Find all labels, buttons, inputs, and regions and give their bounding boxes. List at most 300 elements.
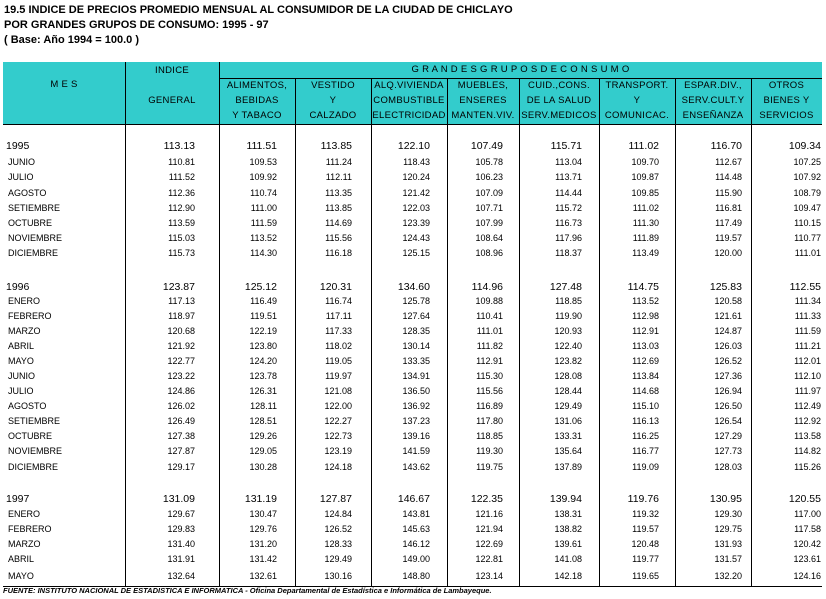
value-cell: 106.23 (475, 172, 503, 182)
value-cell: 125.78 (402, 296, 430, 306)
header-grupos: G R A N D E S G R U P O S D E C O N S U M O (411, 64, 630, 75)
value-cell: 107.99 (475, 218, 503, 228)
value-cell: 127.29 (714, 431, 742, 441)
value-cell: 118.85 (555, 296, 582, 306)
value-cell: 126.52 (324, 524, 352, 534)
value-cell: 116.81 (715, 203, 742, 213)
value-cell: 127.48 (549, 281, 582, 293)
value-cell: 126.03 (714, 341, 742, 351)
value-cell: 128.08 (554, 371, 582, 381)
header-col-3-line-3: ELECTRICIDAD (372, 110, 446, 121)
value-cell: 111.00 (250, 203, 277, 213)
value-cell: 111.52 (168, 172, 195, 182)
value-cell: 112.10 (794, 371, 821, 381)
value-cell: 136.92 (402, 401, 430, 411)
value-cell: 133.31 (554, 431, 582, 441)
value-cell: 117.33 (325, 326, 352, 336)
value-cell: 118.02 (325, 341, 352, 351)
value-cell: 109.34 (788, 140, 821, 152)
value-cell: 145.63 (402, 524, 430, 534)
value-cell: 129.49 (554, 401, 582, 411)
value-cell: 141.59 (402, 446, 430, 456)
value-cell: 116.49 (250, 296, 277, 306)
value-cell: 123.39 (402, 218, 430, 228)
value-cell: 146.67 (397, 493, 430, 505)
value-cell: 127.87 (319, 493, 352, 505)
value-cell: 119.57 (715, 233, 742, 243)
value-cell: 115.90 (715, 188, 742, 198)
value-cell: 127.38 (167, 431, 195, 441)
value-cell: 112.55 (789, 281, 821, 293)
value-cell: 111.59 (250, 218, 277, 228)
value-cell: 113.03 (632, 341, 659, 351)
value-cell: 122.40 (554, 341, 582, 351)
month-row (0, 429, 826, 444)
month-row (0, 369, 826, 384)
header-col-8-line-3: SERVICIOS (759, 110, 814, 121)
value-cell: 118.85 (476, 431, 503, 441)
value-cell: 123.80 (249, 341, 277, 351)
value-cell: 120.93 (554, 326, 582, 336)
value-cell: 138.31 (554, 509, 582, 519)
value-cell: 108.96 (475, 248, 503, 258)
value-cell: 105.78 (475, 157, 503, 167)
value-cell: 113.71 (555, 172, 582, 182)
value-cell: 126.94 (714, 386, 742, 396)
value-cell: 119.09 (632, 462, 659, 472)
value-cell: 113.52 (632, 296, 659, 306)
value-cell: 131.09 (162, 493, 195, 505)
value-cell: 139.94 (549, 493, 582, 505)
row-label: OCTUBRE (8, 431, 53, 441)
row-label: ABRIL (8, 554, 35, 564)
value-cell: 142.18 (554, 571, 582, 581)
row-label: SETIEMBRE (8, 416, 61, 426)
value-cell: 114.68 (632, 386, 659, 396)
month-row (0, 522, 826, 537)
value-cell: 136.50 (402, 386, 430, 396)
value-cell: 115.56 (476, 386, 503, 396)
header-indice-1: INDICE (155, 65, 189, 76)
value-cell: 120.68 (167, 326, 195, 336)
value-cell: 113.13 (163, 140, 195, 152)
value-cell: 116.89 (476, 401, 503, 411)
value-cell: 130.16 (324, 571, 352, 581)
value-cell: 127.64 (402, 311, 430, 321)
value-cell: 128.03 (714, 462, 742, 472)
value-cell: 129.05 (249, 446, 277, 456)
row-label: JUNIO (8, 157, 35, 167)
value-cell: 131.42 (249, 554, 277, 564)
value-cell: 111.82 (476, 341, 503, 351)
value-cell: 117.49 (715, 218, 742, 228)
value-cell: 114.96 (471, 281, 503, 293)
value-cell: 110.15 (794, 218, 821, 228)
row-label: FEBRERO (8, 311, 52, 321)
value-cell: 129.83 (167, 524, 195, 534)
value-cell: 111.59 (794, 326, 821, 336)
row-label: NOVIEMBRE (8, 233, 63, 243)
value-cell: 141.08 (554, 554, 582, 564)
value-cell: 149.00 (402, 554, 430, 564)
value-cell: 115.26 (794, 462, 821, 472)
value-cell: 124.18 (324, 462, 352, 472)
value-cell: 123.78 (249, 371, 277, 381)
header-col-4-line-1: MUEBLES, (457, 80, 509, 91)
value-cell: 120.58 (714, 296, 742, 306)
value-cell: 116.13 (632, 416, 659, 426)
row-label: AGOSTO (8, 188, 47, 198)
value-cell: 131.20 (249, 539, 277, 549)
value-cell: 130.95 (709, 493, 742, 505)
value-cell: 114.30 (250, 248, 277, 258)
value-cell: 129.26 (249, 431, 277, 441)
value-cell: 120.31 (319, 281, 352, 293)
header-col-5-line-1: CUID.,CONS. (528, 80, 590, 91)
row-label: OCTUBRE (8, 218, 53, 228)
value-cell: 119.57 (632, 524, 659, 534)
value-cell: 125.15 (402, 248, 430, 258)
value-cell: 109.87 (631, 172, 659, 182)
value-cell: 129.30 (714, 509, 742, 519)
value-cell: 109.47 (793, 203, 821, 213)
value-cell: 111.01 (794, 248, 821, 258)
month-row (0, 399, 826, 414)
value-cell: 109.85 (631, 188, 659, 198)
value-cell: 112.01 (794, 356, 821, 366)
value-cell: 116.77 (632, 446, 659, 456)
value-cell: 112.69 (632, 356, 659, 366)
value-cell: 130.28 (249, 462, 277, 472)
value-cell: 133.35 (402, 356, 430, 366)
value-cell: 113.04 (555, 157, 582, 167)
title-line-3: ( Base: Año 1994 = 100.0 ) (4, 34, 140, 46)
value-cell: 121.08 (324, 386, 352, 396)
value-cell: 122.00 (324, 401, 352, 411)
value-cell: 128.33 (324, 539, 352, 549)
value-cell: 139.61 (554, 539, 582, 549)
value-cell: 112.98 (632, 311, 659, 321)
value-cell: 117.80 (476, 416, 503, 426)
value-cell: 118.37 (555, 248, 582, 258)
value-cell: 128.51 (249, 416, 277, 426)
value-cell: 109.88 (475, 296, 503, 306)
month-row (0, 216, 826, 231)
value-cell: 131.93 (714, 539, 742, 549)
month-row (0, 339, 826, 354)
value-cell: 122.69 (475, 539, 503, 549)
value-cell: 124.84 (324, 509, 352, 519)
value-cell: 118.97 (168, 311, 195, 321)
value-cell: 135.64 (554, 446, 582, 456)
header-col-1-line-1: ALIMENTOS, (226, 80, 288, 91)
header-col-6-line-2: Y (633, 95, 641, 106)
row-label: FEBRERO (8, 524, 52, 534)
value-cell: 119.75 (476, 462, 503, 472)
value-cell: 115.72 (555, 203, 582, 213)
value-cell: 123.82 (554, 356, 582, 366)
value-cell: 128.11 (250, 401, 277, 411)
value-cell: 126.31 (249, 386, 277, 396)
value-cell: 119.65 (632, 571, 659, 581)
month-row (0, 354, 826, 369)
value-cell: 112.11 (325, 172, 352, 182)
header-col-8-line-2: BIENES Y (763, 95, 810, 106)
month-row (0, 507, 826, 522)
value-cell: 111.01 (476, 326, 503, 336)
value-cell: 122.03 (402, 203, 430, 213)
month-row (0, 309, 826, 324)
header-col-3-line-1: ALQ.VIVIENDA (374, 80, 444, 91)
value-cell: 122.19 (249, 326, 277, 336)
value-cell: 110.77 (794, 233, 821, 243)
value-cell: 129.76 (249, 524, 277, 534)
value-cell: 137.89 (554, 462, 582, 472)
value-cell: 116.70 (710, 140, 742, 152)
value-cell: 112.92 (794, 416, 821, 426)
value-cell: 111.21 (794, 341, 821, 351)
value-cell: 113.59 (168, 218, 195, 228)
value-cell: 107.92 (793, 172, 821, 182)
value-cell: 131.91 (167, 554, 195, 564)
value-cell: 129.17 (167, 462, 195, 472)
value-cell: 117.58 (794, 524, 821, 534)
row-label: MAYO (8, 356, 34, 366)
value-cell: 116.18 (325, 248, 352, 258)
value-cell: 107.09 (475, 188, 503, 198)
row-label: JUNIO (8, 371, 35, 381)
value-cell: 126.50 (714, 401, 742, 411)
value-cell: 122.35 (470, 493, 503, 505)
header-col-1-line-2: BEBIDAS (235, 95, 279, 106)
value-cell: 112.91 (476, 356, 503, 366)
value-cell: 109.92 (249, 172, 277, 182)
value-cell: 112.67 (715, 157, 742, 167)
value-cell: 115.30 (476, 371, 503, 381)
month-row (0, 537, 826, 552)
value-cell: 132.61 (249, 571, 277, 581)
row-label: MARZO (8, 539, 41, 549)
value-cell: 120.55 (788, 493, 821, 505)
value-cell: 119.05 (325, 356, 352, 366)
row-label: MAYO (8, 571, 34, 581)
value-cell: 131.57 (714, 554, 742, 564)
value-cell: 124.86 (167, 386, 195, 396)
value-cell: 121.16 (475, 509, 503, 519)
row-label: JULIO (8, 386, 34, 396)
value-cell: 132.20 (714, 571, 742, 581)
row-label: ABRIL (8, 341, 35, 351)
row-label: DICIEMBRE (8, 462, 59, 472)
header-col-5-line-3: SERV.MEDICOS (521, 110, 597, 121)
month-row (0, 552, 826, 567)
value-cell: 115.71 (550, 140, 582, 152)
row-label: SETIEMBRE (8, 203, 61, 213)
value-cell: 117.13 (168, 296, 195, 306)
month-row (0, 231, 826, 246)
value-cell: 112.36 (168, 188, 195, 198)
value-cell: 134.60 (397, 281, 430, 293)
value-cell: 126.02 (167, 401, 195, 411)
value-cell: 124.87 (714, 326, 742, 336)
value-cell: 127.87 (167, 446, 195, 456)
value-cell: 117.00 (794, 509, 821, 519)
title-line-1: 19.5 INDICE DE PRECIOS PROMEDIO MENSUAL AL CONSUMIDOR DE LA CIUDAD DE CHICLAYO (4, 4, 513, 16)
value-cell: 139.16 (402, 431, 430, 441)
value-cell: 119.32 (632, 509, 659, 519)
row-label: AGOSTO (8, 401, 47, 411)
value-cell: 129.67 (167, 509, 195, 519)
month-row (0, 201, 826, 216)
value-cell: 116.74 (325, 296, 352, 306)
header-col-6-line-1: TRANSPORT. (605, 80, 669, 91)
header-col-4-line-3: MANTEN.VIV. (451, 110, 515, 121)
value-cell: 115.73 (168, 248, 195, 258)
report-title (4, 3, 513, 48)
value-cell: 112.49 (794, 401, 821, 411)
value-cell: 124.43 (402, 233, 430, 243)
header-col-1-line-3: Y TABACO (232, 110, 282, 121)
value-cell: 122.81 (475, 554, 503, 564)
value-cell: 122.10 (397, 140, 430, 152)
year-row (0, 280, 826, 295)
value-cell: 113.85 (325, 203, 352, 213)
month-row (0, 460, 826, 475)
value-cell: 127.36 (714, 371, 742, 381)
value-cell: 107.25 (793, 157, 821, 167)
row-label: NOVIEMBRE (8, 446, 63, 456)
value-cell: 121.42 (402, 188, 430, 198)
value-cell: 110.74 (250, 188, 277, 198)
value-cell: 123.61 (793, 554, 821, 564)
value-cell: 113.49 (632, 248, 659, 258)
value-cell: 125.12 (244, 281, 277, 293)
header-col-2-line-3: CALZADO (309, 110, 357, 121)
value-cell: 111.30 (632, 218, 659, 228)
month-row (0, 414, 826, 429)
value-cell: 123.14 (475, 571, 503, 581)
month-row (0, 246, 826, 261)
month-row (0, 294, 826, 309)
value-cell: 108.79 (793, 188, 821, 198)
year-row (0, 139, 826, 154)
value-cell: 115.03 (168, 233, 195, 243)
month-row (0, 569, 826, 584)
header-col-3-line-2: COMBUSTIBLE (373, 95, 445, 106)
value-cell: 119.77 (632, 554, 659, 564)
value-cell: 122.77 (167, 356, 195, 366)
value-cell: 111.24 (325, 157, 352, 167)
value-cell: 129.75 (714, 524, 742, 534)
header-mes: M E S (50, 79, 78, 90)
month-row (0, 155, 826, 170)
value-cell: 124.20 (249, 356, 277, 366)
header-indice-2: GENERAL (148, 95, 196, 106)
row-label: 1995 (6, 140, 30, 152)
value-cell: 107.71 (475, 203, 503, 213)
header-col-2-line-1: VESTIDO (311, 80, 355, 91)
value-cell: 121.92 (167, 341, 195, 351)
value-cell: 130.47 (249, 509, 277, 519)
value-cell: 111.33 (794, 311, 821, 321)
value-cell: 129.49 (324, 554, 352, 564)
value-cell: 122.27 (324, 416, 352, 426)
value-cell: 132.64 (167, 571, 195, 581)
value-cell: 113.52 (250, 233, 277, 243)
value-cell: 125.83 (709, 281, 742, 293)
header-col-2-line-2: Y (329, 95, 337, 106)
value-cell: 137.23 (402, 416, 430, 426)
value-cell: 115.56 (325, 233, 352, 243)
row-label: ENERO (8, 509, 41, 519)
year-row (0, 492, 826, 507)
value-cell: 120.00 (714, 248, 742, 258)
value-cell: 119.90 (555, 311, 582, 321)
header-col-7-line-1: ESPAR.DIV., (684, 80, 742, 91)
header-col-4-line-2: ENSERES (459, 95, 507, 106)
value-cell: 130.14 (402, 341, 430, 351)
value-cell: 119.30 (476, 446, 503, 456)
value-cell: 112.90 (168, 203, 195, 213)
value-cell: 121.94 (475, 524, 503, 534)
row-label: JULIO (8, 172, 34, 182)
value-cell: 116.73 (555, 218, 582, 228)
value-cell: 124.16 (793, 571, 821, 581)
value-cell: 126.52 (714, 356, 742, 366)
month-row (0, 324, 826, 339)
value-cell: 110.41 (476, 311, 503, 321)
value-cell: 109.53 (249, 157, 277, 167)
value-cell: 127.73 (714, 446, 742, 456)
table-header (3, 62, 822, 124)
value-cell: 131.19 (244, 493, 277, 505)
value-cell: 113.58 (794, 431, 821, 441)
header-col-7-line-3: ENSEÑANZA (682, 110, 744, 121)
value-cell: 114.82 (794, 446, 821, 456)
value-cell: 107.49 (470, 140, 503, 152)
value-cell: 123.19 (324, 446, 352, 456)
value-cell: 111.97 (794, 386, 821, 396)
value-cell: 109.70 (631, 157, 659, 167)
value-cell: 126.54 (714, 416, 742, 426)
value-cell: 148.80 (402, 571, 430, 581)
value-cell: 112.91 (632, 326, 659, 336)
value-cell: 113.35 (325, 188, 352, 198)
value-cell: 131.40 (167, 539, 195, 549)
value-cell: 146.12 (402, 539, 430, 549)
value-cell: 113.85 (320, 140, 352, 152)
value-cell: 123.22 (167, 371, 195, 381)
value-cell: 120.42 (793, 539, 821, 549)
value-cell: 121.61 (714, 311, 742, 321)
value-cell: 120.24 (402, 172, 430, 182)
header-col-7-line-2: SERV.CULT.Y (681, 95, 745, 106)
month-row (0, 444, 826, 459)
value-cell: 114.75 (627, 281, 659, 293)
value-cell: 119.76 (627, 493, 659, 505)
value-cell: 128.35 (402, 326, 430, 336)
value-cell: 116.25 (632, 431, 659, 441)
title-line-2: POR GRANDES GRUPOS DE CONSUMO: 1995 - 97 (4, 19, 269, 31)
value-cell: 143.62 (402, 462, 430, 472)
value-cell: 117.96 (555, 233, 582, 243)
row-label: ENERO (8, 296, 41, 306)
header-col-8-line-1: OTROS (768, 80, 805, 91)
value-cell: 131.06 (554, 416, 582, 426)
value-cell: 110.81 (168, 157, 195, 167)
month-row (0, 170, 826, 185)
row-label: 1996 (6, 281, 30, 293)
